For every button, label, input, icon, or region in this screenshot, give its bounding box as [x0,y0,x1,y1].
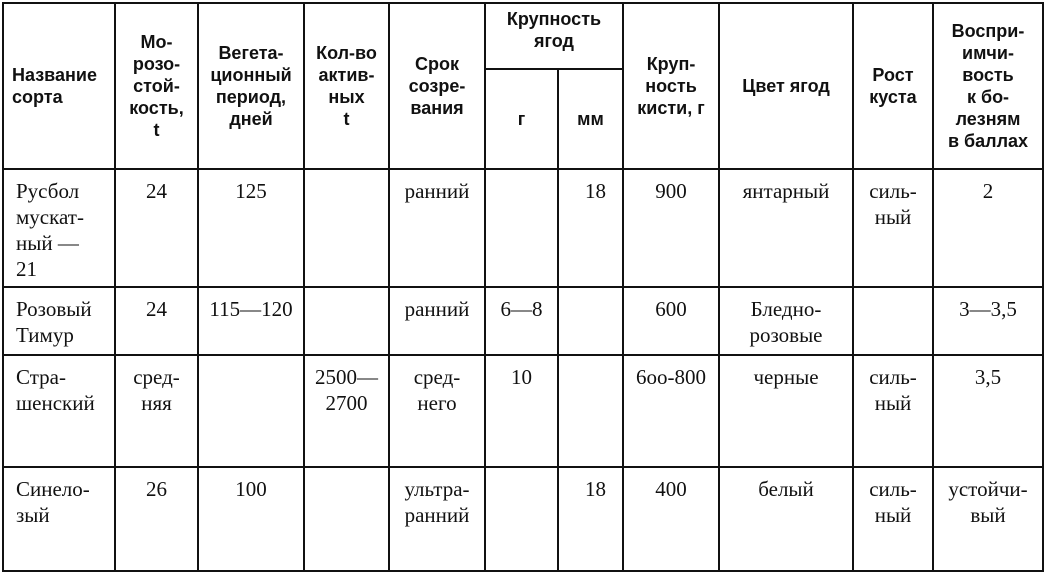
cell-berry-g: 10 [485,355,558,467]
cell-vegetation: 125 [198,169,304,287]
cell-ripening: сред- него [389,355,485,467]
cell-growth: силь- ный [853,467,933,571]
cell-ripening: ранний [389,287,485,355]
cell-cluster: 900 [623,169,719,287]
cell-berry-mm [558,355,623,467]
header-vegetation: Вегета- ционный период, дней [198,3,304,169]
header-active-temps: Кол-во актив- ных t [304,3,389,169]
header-berry-size: Крупность ягод [485,3,623,69]
cell-color: Бледно- розовые [719,287,853,355]
header-berry-mm: мм [558,69,623,169]
cell-ripening: ранний [389,169,485,287]
cell-cluster: 400 [623,467,719,571]
header-growth: Рост куста [853,3,933,169]
cell-color: янтарный [719,169,853,287]
cell-growth: силь- ный [853,169,933,287]
grape-varieties-table [2,2,1044,572]
cell-cluster: 600 [623,287,719,355]
cell-disease: 3,5 [933,355,1043,467]
table-header [3,3,1043,169]
header-disease: Воспри- имчи- вость к бо- лезням в баллах [933,3,1043,169]
cell-active-temps [304,467,389,571]
cell-frost: сред- няя [115,355,198,467]
cell-berry-g [485,169,558,287]
cell-growth [853,287,933,355]
cell-berry-mm: 18 [558,169,623,287]
cell-berry-mm [558,287,623,355]
table-row [3,467,1043,571]
table-row [3,355,1043,467]
cell-cluster: 6оо-800 [623,355,719,467]
header-name: Название сорта [3,3,115,169]
cell-vegetation [198,355,304,467]
cell-frost: 24 [115,169,198,287]
cell-name: Розовый Тимур [3,287,115,355]
cell-disease: 3—3,5 [933,287,1043,355]
header-cluster: Круп- ность кисти, г [623,3,719,169]
cell-name: Синело- зый [3,467,115,571]
cell-color: черные [719,355,853,467]
table-row [3,169,1043,287]
cell-active-temps [304,287,389,355]
header-ripening: Срок созре- вания [389,3,485,169]
cell-name: Стра- шенский [3,355,115,467]
table-body [3,169,1043,571]
header-color: Цвет ягод [719,3,853,169]
cell-ripening: ультра- ранний [389,467,485,571]
cell-active-temps: 2500— 2700 [304,355,389,467]
cell-berry-g: 6—8 [485,287,558,355]
cell-disease: устойчи- вый [933,467,1043,571]
cell-berry-g [485,467,558,571]
table-row [3,287,1043,355]
cell-vegetation: 100 [198,467,304,571]
cell-vegetation: 115—120 [198,287,304,355]
cell-frost: 24 [115,287,198,355]
cell-active-temps [304,169,389,287]
header-berry-g: г [485,69,558,169]
cell-growth: силь- ный [853,355,933,467]
header-frost: Мо- розо- стой- кость, t [115,3,198,169]
cell-frost: 26 [115,467,198,571]
cell-berry-mm: 18 [558,467,623,571]
cell-disease: 2 [933,169,1043,287]
cell-name: Русбол мускат- ный — 21 [3,169,115,287]
cell-color: белый [719,467,853,571]
